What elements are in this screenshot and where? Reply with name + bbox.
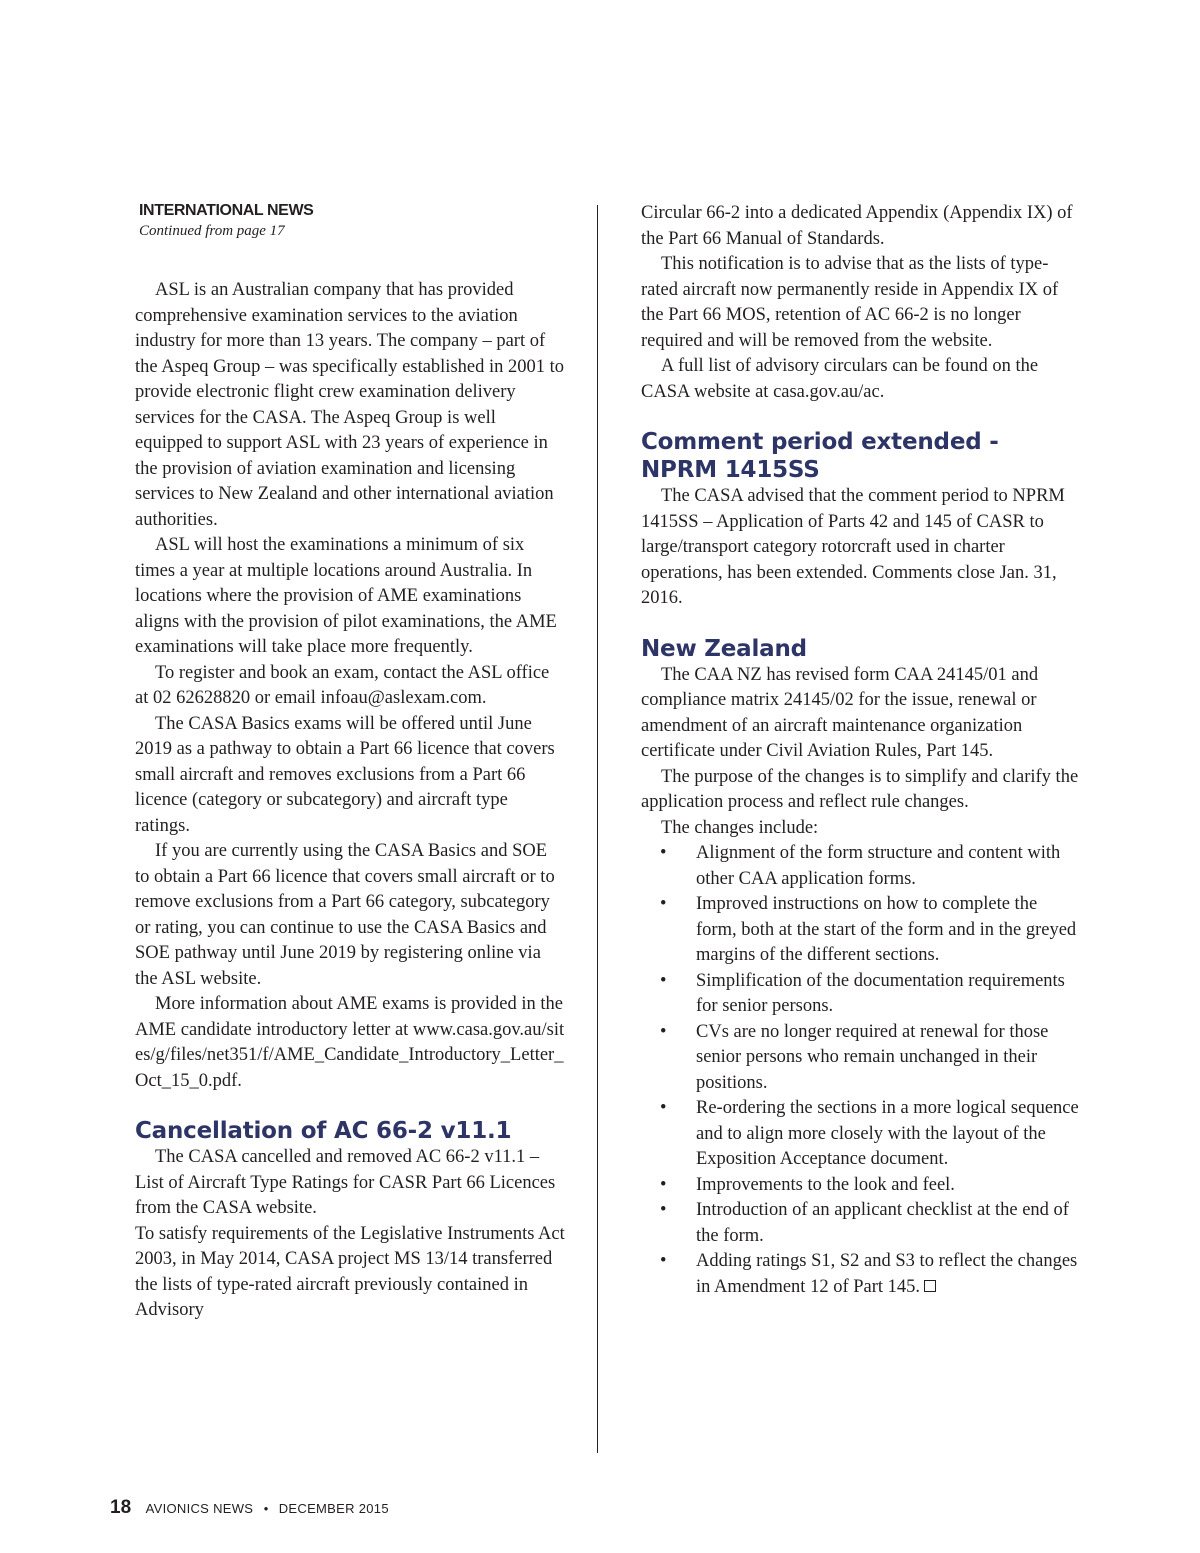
list-item-text: Adding ratings S1, S2 and S3 to reflect the changes in Amendment 12 of Part 145.: [696, 1251, 1078, 1297]
list-item: [641, 892, 1081, 969]
body-paragraph: This notification is to advise that as the lists of type-rated aircraft now permanently reside in Appendix IX of the Part 66 MOS, retention of AC 66-2 is no longer required and will be removed from the website.: [641, 254, 1059, 351]
body-paragraph: The changes include:: [661, 817, 819, 838]
list-item-text: Improved instructions on how to complete the form, both at the start of the form and in the greyed margins of the different sections.: [696, 894, 1077, 965]
issue-date: DECEMBER 2015: [278, 1501, 389, 1516]
body-paragraph: ASL is an Australian company that has provided comprehensive examination services to the aviation industry for more than 13 years. The company – part of the Aspeq Group – was specifically established in 2001 to provide electronic flight crew examination delivery services for the CASA. The Aspeq Group is well equipped to support ASL with 23 years of experience in the provision of aviation examination and licensing services to New Zealand and other international aviation authorities.: [135, 280, 565, 530]
footer-separator: •: [263, 1501, 269, 1516]
new-zealand-heading: New Zealand: [641, 635, 807, 662]
list-item-text: Alignment of the form structure and content with other CAA application forms.: [696, 843, 1061, 889]
right-column: [641, 201, 1081, 1300]
bullet: •: [660, 1098, 667, 1118]
body-paragraph: ASL will host the examinations a minimum of six times a year at multiple locations around Australia. In locations where the provision of AME examinations aligns with the provision of pilot examinations, the AME examinations will take place more frequently.: [135, 535, 557, 657]
changes-list: [641, 841, 1081, 1300]
body-paragraph: The CASA cancelled and removed AC 66-2 v11.1 – List of Aircraft Type Ratings for CASR Part 66 Licences from the CASA website.: [135, 1147, 556, 1218]
list-item: [641, 1249, 1081, 1300]
list-item-text: Re-ordering the sections in a more logical sequence and to align more closely with the layout of the Exposition Acceptance document.: [696, 1098, 1079, 1169]
bullet: •: [660, 1174, 667, 1195]
body-paragraph: To satisfy requirements of the Legislative Instruments Act 2003, in May 2014, CASA project MS 13/14 transferred the lists of type-rated aircraft previously contained in Advisory: [135, 1223, 565, 1320]
bullet: •: [660, 1021, 667, 1042]
list-item: [641, 969, 1081, 1020]
bullet: •: [660, 843, 667, 863]
body-paragraph: The CASA Basics exams will be offered until June 2019 as a pathway to obtain a Part 66 licence that covers small aircraft and removes exclusions from a Part 66 licence (category or subcategory) and aircraft type ratings.: [135, 713, 555, 836]
bullet: •: [660, 970, 667, 991]
bullet: •: [660, 1251, 667, 1271]
body-paragraph: The CAA NZ has revised form CAA 24145/01 and compliance matrix 24145/02 for the issue, renewal or amendment of an aircraft maintenance organization certificate under Civil Aviation Rules, Part 145.: [641, 664, 1039, 761]
continued-note: Continued from page 17: [139, 223, 285, 239]
continued-paragraph: Circular 66-2 into a dedicated Appendix (Appendix IX) of the Part 66 Manual of Standards.: [641, 203, 1073, 249]
body-paragraph: A full list of advisory circulars can be found on the CASA website at casa.gov.au/ac.: [641, 356, 1039, 402]
page-footer: [110, 1497, 389, 1519]
end-of-article-box-icon: [924, 1280, 936, 1292]
publication-name: AVIONICS NEWS: [145, 1501, 254, 1516]
bullet: •: [660, 1200, 667, 1220]
list-item: [641, 1173, 1081, 1199]
body-paragraph: The CASA advised that the comment period to NPRM 1415SS – Application of Parts 42 and 145 of CASR to large/transport category rotorcraft used in charter operations, has been extended. Comments close Jan. 31, 2016.: [641, 486, 1065, 608]
cancellation-heading: Cancellation of AC 66-2 v11.1: [135, 1118, 512, 1144]
list-item-text: Improvements to the look and feel.: [696, 1174, 955, 1195]
body-paragraph: The purpose of the changes is to simplify and clarify the application process and reflect rule changes.: [641, 766, 1079, 812]
list-item: [641, 1020, 1081, 1097]
comment-period-heading: Comment period extended - NPRM 1415SS: [641, 429, 999, 483]
left-column: [135, 278, 565, 1324]
section-label: INTERNATIONAL NEWS: [139, 202, 314, 219]
body-paragraph: If you are currently using the CASA Basics and SOE to obtain a Part 66 licence that covers small aircraft or to remove exclusions from a Part 66 category, subcategory or rating, you can continue to use the CASA Basics and SOE pathway until June 2019 by registering online via the ASL website.: [135, 841, 555, 989]
list-item-text: CVs are no longer required at renewal for those senior persons who remain unchanged in their positions.: [696, 1021, 1049, 1093]
list-item: [641, 841, 1081, 892]
column-divider: [597, 205, 598, 1453]
page-number: 18: [110, 1497, 132, 1518]
list-item: [641, 1198, 1081, 1249]
list-item-text: Simplification of the documentation requirements for senior persons.: [696, 970, 1065, 1016]
bullet: •: [660, 894, 667, 914]
list-item: [641, 1096, 1081, 1173]
list-item-text: Introduction of an applicant checklist at the end of the form.: [696, 1200, 1069, 1246]
body-paragraph: More information about AME exams is provided in the AME candidate introductory letter at www.casa.gov.au/sites/g/files/net351/f/AME_Candidate_Introductory_Letter_Oct_15_0.pdf.: [135, 994, 565, 1091]
body-paragraph: To register and book an exam, contact the ASL office at 02 62628820 or email infoau@aslexam.com.: [135, 662, 550, 708]
